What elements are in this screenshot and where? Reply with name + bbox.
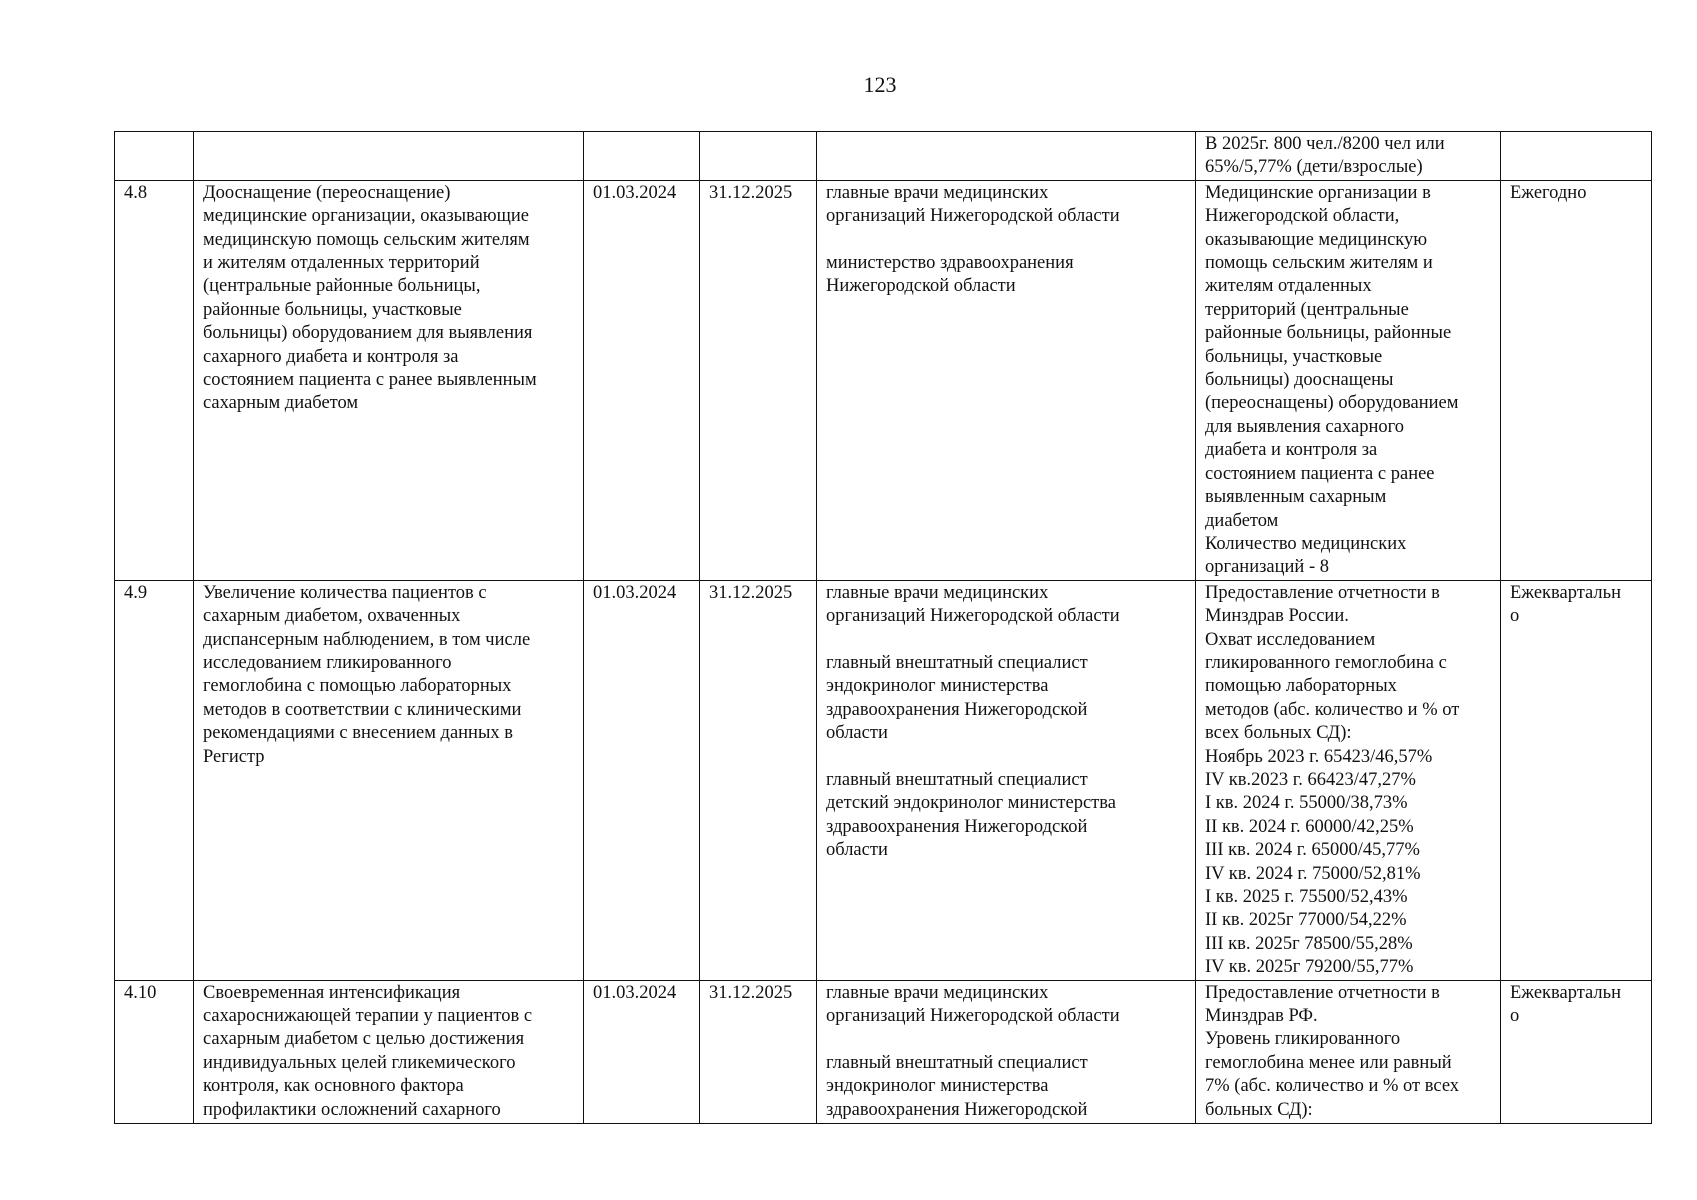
cell-num: 4.8	[115, 180, 194, 580]
cell-end-date: 31.12.2025	[700, 980, 817, 1123]
table-row	[115, 180, 1652, 580]
cell-name: Увеличение количества пациентов с сахарным диабетом, охваченных диспансерным наблюдением, в том числе исследованием гликированного гемоглобина с помощью лабораторных методов в соответствии с клиническими рекомендациями с внесением данных в Регистр	[194, 580, 584, 980]
cell-name: Своевременная интенсификация сахароснижающей терапии у пациентов с сахарным диабетом с целью достижения индивидуальных целей гликемического контроля, как основного фактора профилактики осложнений сахарного	[194, 980, 584, 1123]
cell-responsible: главные врачи медицинских организаций Нижегородской области министерство здравоохранения Нижегородской области	[817, 180, 1196, 580]
cell-result: Предоставление отчетности в Минздрав России. Охват исследованием гликированного гемоглобина с помощью лабораторных методов (абс. количество и % от всех больных СД): Ноябрь 2023 г. 65423/46,57% IV кв.2023 г. 66423/47,27% I кв. 2024 г. 55000/38,73% II кв. 2024 г. 60000/42,25% III кв. 2024 г. 65000/45,77% IV кв. 2024 г. 75000/52,81% I кв. 2025 г. 75500/52,43% II кв. 2025г 77000/54,22% III кв. 2025г 78500/55,28% IV кв. 2025г 79200/55,77%	[1196, 580, 1501, 980]
cell-num: 4.9	[115, 580, 194, 980]
cell-result: Медицинские организации в Нижегородской области, оказывающие медицинскую помощь сельским жителям и жителям отдаленных территорий (центральные районные больницы, районные больницы, участковые больницы) дооснащены (переоснащены) оборудованием для выявления сахарного диабета и контроля за состоянием пациента с ранее выявленным сахарным диабетом Количество медицинских организаций - 8	[1196, 180, 1501, 580]
cell-result: В 2025г. 800 чел./8200 чел или 65%/5,77% (дети/взрослые)	[1196, 132, 1501, 181]
cell-end-date	[700, 132, 817, 181]
cell-end-date: 31.12.2025	[700, 580, 817, 980]
cell-responsible: главные врачи медицинских организаций Нижегородской области главный внештатный специалист эндокринолог министерства здравоохранения Нижегородской	[817, 980, 1196, 1123]
cell-frequency: Ежегодно	[1501, 180, 1652, 580]
page-number: 123	[863, 72, 897, 97]
cell-result: Предоставление отчетности в Минздрав РФ. Уровень гликированного гемоглобина менее или равный 7% (абс. количество и % от всех больных СД):	[1196, 980, 1501, 1123]
cell-start-date: 01.03.2024	[584, 180, 700, 580]
cell-name	[194, 132, 584, 181]
activity-plan-table	[114, 131, 1652, 1124]
cell-start-date: 01.03.2024	[584, 980, 700, 1123]
table-row	[115, 980, 1652, 1123]
table-row	[115, 580, 1652, 980]
cell-responsible: главные врачи медицинских организаций Нижегородской области главный внештатный специалист эндокринолог министерства здравоохранения Нижегородской области главный внештатный специалист детский эндокринолог министерства здравоохранения Нижегородской области	[817, 580, 1196, 980]
cell-frequency: Ежеквартальн о	[1501, 580, 1652, 980]
cell-start-date	[584, 132, 700, 181]
cell-name: Дооснащение (переоснащение) медицинские организации, оказывающие медицинскую помощь сельским жителям и жителям отдаленных территорий (центральные районные больницы, районные больницы, участковые больницы) оборудованием для выявления сахарного диабета и контроля за состоянием пациента с ранее выявленным сахарным диабетом	[194, 180, 584, 580]
cell-start-date: 01.03.2024	[584, 580, 700, 980]
cell-frequency	[1501, 132, 1652, 181]
cell-frequency: Ежеквартальн о	[1501, 980, 1652, 1123]
cell-end-date: 31.12.2025	[700, 180, 817, 580]
cell-num	[115, 132, 194, 181]
cell-responsible	[817, 132, 1196, 181]
cell-num: 4.10	[115, 980, 194, 1123]
table-row-continuation	[115, 132, 1652, 181]
